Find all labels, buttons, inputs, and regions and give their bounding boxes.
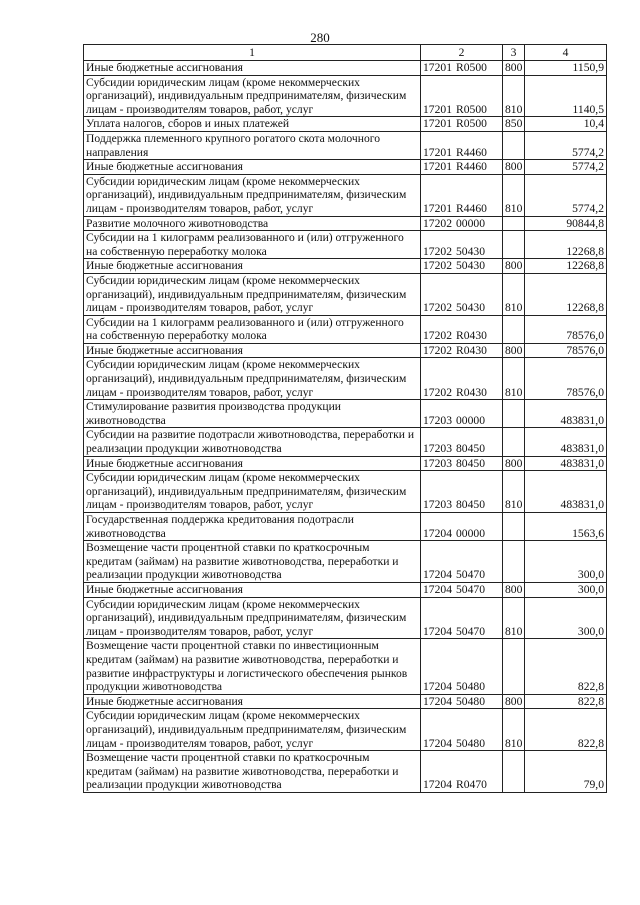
- row-expense-type: 810: [503, 75, 525, 117]
- row-code-direction: 50480: [456, 694, 485, 708]
- row-code: [421, 315, 503, 343]
- row-sum: 822,8: [525, 694, 607, 709]
- table-row: [84, 231, 607, 259]
- row-code-direction: R0500: [456, 102, 487, 116]
- row-name: Возмещение части процентной ставки по краткосрочным кредитам (займам) на развитие животноводства, переработки и реализации продукции животноводства: [84, 751, 421, 793]
- row-expense-type: [503, 231, 525, 259]
- table-row: [84, 61, 607, 76]
- row-code-program: 17204: [423, 680, 452, 694]
- row-name: Иные бюджетные ассигнования: [84, 160, 421, 175]
- row-name: Иные бюджетные ассигнования: [84, 456, 421, 471]
- header-col-4: 4: [525, 45, 607, 61]
- row-expense-type: 810: [503, 273, 525, 315]
- row-sum: 78576,0: [525, 343, 607, 358]
- row-code: [421, 358, 503, 400]
- row-code: [421, 174, 503, 216]
- table-row: [84, 471, 607, 513]
- row-name: Иные бюджетные ассигнования: [84, 259, 421, 274]
- row-expense-type: 810: [503, 709, 525, 751]
- table-row: [84, 639, 607, 694]
- table-row: [84, 131, 607, 159]
- table-row: [84, 597, 607, 639]
- row-name: Стимулирование развития производства продукции животноводства: [84, 400, 421, 428]
- row-expense-type: 800: [503, 160, 525, 175]
- table-row: [84, 694, 607, 709]
- row-code-direction: 50480: [456, 680, 485, 694]
- row-code-direction: R0430: [456, 343, 487, 357]
- row-name: Субсидии на 1 килограмм реализованного и (или) отгруженного на собственную переработку молока: [84, 315, 421, 343]
- row-expense-type: [503, 428, 525, 456]
- row-name: Иные бюджетные ассигнования: [84, 582, 421, 597]
- row-name: Субсидии на развитие подотрасли животноводства, переработки и реализации продукции животноводства: [84, 428, 421, 456]
- row-name: Субсидии юридическим лицам (кроме некоммерческих организаций), индивидуальным предпринимателям, физическим лицам - производителям товаров, работ, услуг: [84, 471, 421, 513]
- row-code-program: 17204: [423, 568, 452, 582]
- row-code-program: 17204: [423, 736, 452, 750]
- row-code: [421, 273, 503, 315]
- row-code: [421, 216, 503, 231]
- row-code-direction: R0430: [456, 329, 487, 343]
- row-sum: 483831,0: [525, 456, 607, 471]
- row-expense-type: [503, 400, 525, 428]
- table-row: [84, 751, 607, 793]
- row-name: Возмещение части процентной ставки по инвестиционным кредитам (займам) на развитие животноводства, переработки и развитие инфраструктуры и логистического обеспечения рынков продукции животноводства: [84, 639, 421, 694]
- row-code-program: 17202: [423, 259, 452, 273]
- row-name: Субсидии юридическим лицам (кроме некоммерческих организаций), индивидуальным предпринимателям, физическим лицам - производителям товаров, работ, услуг: [84, 597, 421, 639]
- row-expense-type: 800: [503, 456, 525, 471]
- header-row: [84, 45, 607, 61]
- table-row: [84, 75, 607, 117]
- row-code: [421, 231, 503, 259]
- row-expense-type: [503, 315, 525, 343]
- row-sum: 5774,2: [525, 160, 607, 175]
- row-code-program: 17204: [423, 582, 452, 596]
- row-sum: 300,0: [525, 541, 607, 583]
- row-sum: 5774,2: [525, 131, 607, 159]
- row-code-direction: 80450: [456, 442, 485, 456]
- row-sum: 483831,0: [525, 428, 607, 456]
- row-sum: 12268,8: [525, 273, 607, 315]
- row-sum: 12268,8: [525, 259, 607, 274]
- row-sum: 1140,5: [525, 75, 607, 117]
- row-sum: 1150,9: [525, 61, 607, 76]
- row-sum: 78576,0: [525, 315, 607, 343]
- row-code-program: 17204: [423, 624, 452, 638]
- row-expense-type: [503, 513, 525, 541]
- row-code-direction: R4460: [456, 160, 487, 174]
- row-code-direction: 80450: [456, 456, 485, 470]
- row-code: [421, 259, 503, 274]
- row-code-direction: 50430: [456, 259, 485, 273]
- row-sum: 1563,6: [525, 513, 607, 541]
- row-expense-type: 850: [503, 117, 525, 132]
- row-code-program: 17204: [423, 778, 452, 792]
- table-row: [84, 582, 607, 597]
- row-expense-type: [503, 541, 525, 583]
- row-code-program: 17201: [423, 61, 452, 74]
- row-sum: 10,4: [525, 117, 607, 132]
- row-code: [421, 513, 503, 541]
- row-code-direction: 50480: [456, 736, 485, 750]
- row-expense-type: 800: [503, 259, 525, 274]
- row-expense-type: 810: [503, 358, 525, 400]
- row-code-direction: R0500: [456, 61, 487, 74]
- table-row: [84, 315, 607, 343]
- table-row: [84, 259, 607, 274]
- row-sum: 79,0: [525, 751, 607, 793]
- row-code: [421, 694, 503, 709]
- table-row: [84, 456, 607, 471]
- table-row: [84, 174, 607, 216]
- row-name: Возмещение части процентной ставки по краткосрочным кредитам (займам) на развитие животноводства, переработки и реализации продукции животноводства: [84, 541, 421, 583]
- row-sum: 12268,8: [525, 231, 607, 259]
- row-code: [421, 400, 503, 428]
- row-sum: 78576,0: [525, 358, 607, 400]
- row-code-program: 17202: [423, 216, 452, 230]
- row-name: Уплата налогов, сборов и иных платежей: [84, 117, 421, 132]
- row-code: [421, 751, 503, 793]
- row-sum: 300,0: [525, 582, 607, 597]
- row-sum: 822,8: [525, 709, 607, 751]
- row-code-program: 17202: [423, 301, 452, 315]
- row-expense-type: 810: [503, 174, 525, 216]
- row-code-direction: R0430: [456, 385, 487, 399]
- row-code-direction: R0470: [456, 778, 487, 792]
- row-code-direction: 50430: [456, 244, 485, 258]
- row-name: Субсидии юридическим лицам (кроме некоммерческих организаций), индивидуальным предпринимателям, физическим лицам - производителям товаров, работ, услуг: [84, 75, 421, 117]
- row-code-program: 17204: [423, 526, 452, 540]
- row-code-program: 17201: [423, 117, 452, 131]
- row-expense-type: [503, 131, 525, 159]
- row-code: [421, 471, 503, 513]
- row-code-program: 17203: [423, 442, 452, 456]
- row-code: [421, 75, 503, 117]
- row-code-direction: 50470: [456, 624, 485, 638]
- row-code: [421, 582, 503, 597]
- table-body: [84, 61, 607, 793]
- row-code-direction: 00000: [456, 526, 485, 540]
- table-row: [84, 117, 607, 132]
- row-expense-type: [503, 751, 525, 793]
- row-code-direction: 50470: [456, 582, 485, 596]
- row-code: [421, 639, 503, 694]
- row-code: [421, 597, 503, 639]
- row-sum: 90844,8: [525, 216, 607, 231]
- header-col-1: 1: [84, 45, 421, 61]
- row-code-direction: R0500: [456, 117, 487, 131]
- row-code-program: 17201: [423, 145, 452, 159]
- table-row: [84, 343, 607, 358]
- row-sum: 822,8: [525, 639, 607, 694]
- row-code-direction: 00000: [456, 216, 485, 230]
- row-code-program: 17202: [423, 244, 452, 258]
- row-code-program: 17201: [423, 102, 452, 116]
- row-code-program: 17203: [423, 456, 452, 470]
- page-number: 280: [310, 30, 330, 45]
- row-code-program: 17202: [423, 329, 452, 343]
- row-sum: 300,0: [525, 597, 607, 639]
- budget-table: [83, 44, 607, 793]
- row-code-direction: 00000: [456, 413, 485, 427]
- row-name: Иные бюджетные ассигнования: [84, 61, 421, 76]
- row-code: [421, 343, 503, 358]
- row-code: [421, 131, 503, 159]
- row-code-program: 17202: [423, 385, 452, 399]
- row-code-direction: R4460: [456, 201, 487, 215]
- row-code-program: 17201: [423, 201, 452, 215]
- row-code: [421, 541, 503, 583]
- row-code: [421, 160, 503, 175]
- row-code: [421, 428, 503, 456]
- row-sum: 483831,0: [525, 471, 607, 513]
- row-code-direction: 50470: [456, 568, 485, 582]
- row-code-direction: 50430: [456, 301, 485, 315]
- table-row: [84, 541, 607, 583]
- row-name: Развитие молочного животноводства: [84, 216, 421, 231]
- table-row: [84, 513, 607, 541]
- row-name: Субсидии на 1 килограмм реализованного и (или) отгруженного на собственную переработку молока: [84, 231, 421, 259]
- row-expense-type: 800: [503, 582, 525, 597]
- row-expense-type: [503, 216, 525, 231]
- row-name: Субсидии юридическим лицам (кроме некоммерческих организаций), индивидуальным предпринимателям, физическим лицам - производителям товаров, работ, услуг: [84, 358, 421, 400]
- row-expense-type: 800: [503, 61, 525, 76]
- row-expense-type: 810: [503, 597, 525, 639]
- row-code: [421, 456, 503, 471]
- row-code-program: 17203: [423, 498, 452, 512]
- row-code-program: 17201: [423, 160, 452, 174]
- table-row: [84, 428, 607, 456]
- row-expense-type: 800: [503, 694, 525, 709]
- row-code: [421, 709, 503, 751]
- row-expense-type: 800: [503, 343, 525, 358]
- row-code-program: 17202: [423, 343, 452, 357]
- row-name: Иные бюджетные ассигнования: [84, 694, 421, 709]
- row-code: [421, 61, 503, 76]
- row-name: Государственная поддержка кредитования подотрасли животноводства: [84, 513, 421, 541]
- row-expense-type: [503, 639, 525, 694]
- row-name: Субсидии юридическим лицам (кроме некоммерческих организаций), индивидуальным предпринимателям, физическим лицам - производителям товаров, работ, услуг: [84, 273, 421, 315]
- row-name: Поддержка племенного крупного рогатого скота молочного направления: [84, 131, 421, 159]
- header-col-2: 2: [421, 45, 503, 61]
- row-code-program: 17203: [423, 413, 452, 427]
- table-row: [84, 400, 607, 428]
- row-code-direction: 80450: [456, 498, 485, 512]
- row-sum: 483831,0: [525, 400, 607, 428]
- table-row: [84, 160, 607, 175]
- row-code-program: 17204: [423, 694, 452, 708]
- row-name: Субсидии юридическим лицам (кроме некоммерческих организаций), индивидуальным предпринимателям, физическим лицам - производителям товаров, работ, услуг: [84, 709, 421, 751]
- table-row: [84, 358, 607, 400]
- header-col-3: 3: [503, 45, 525, 61]
- row-sum: 5774,2: [525, 174, 607, 216]
- table-row: [84, 709, 607, 751]
- row-code-direction: R4460: [456, 145, 487, 159]
- row-name: Иные бюджетные ассигнования: [84, 343, 421, 358]
- row-expense-type: 810: [503, 471, 525, 513]
- row-code: [421, 117, 503, 132]
- row-name: Субсидии юридическим лицам (кроме некоммерческих организаций), индивидуальным предпринимателям, физическим лицам - производителям товаров, работ, услуг: [84, 174, 421, 216]
- table-row: [84, 216, 607, 231]
- table-row: [84, 273, 607, 315]
